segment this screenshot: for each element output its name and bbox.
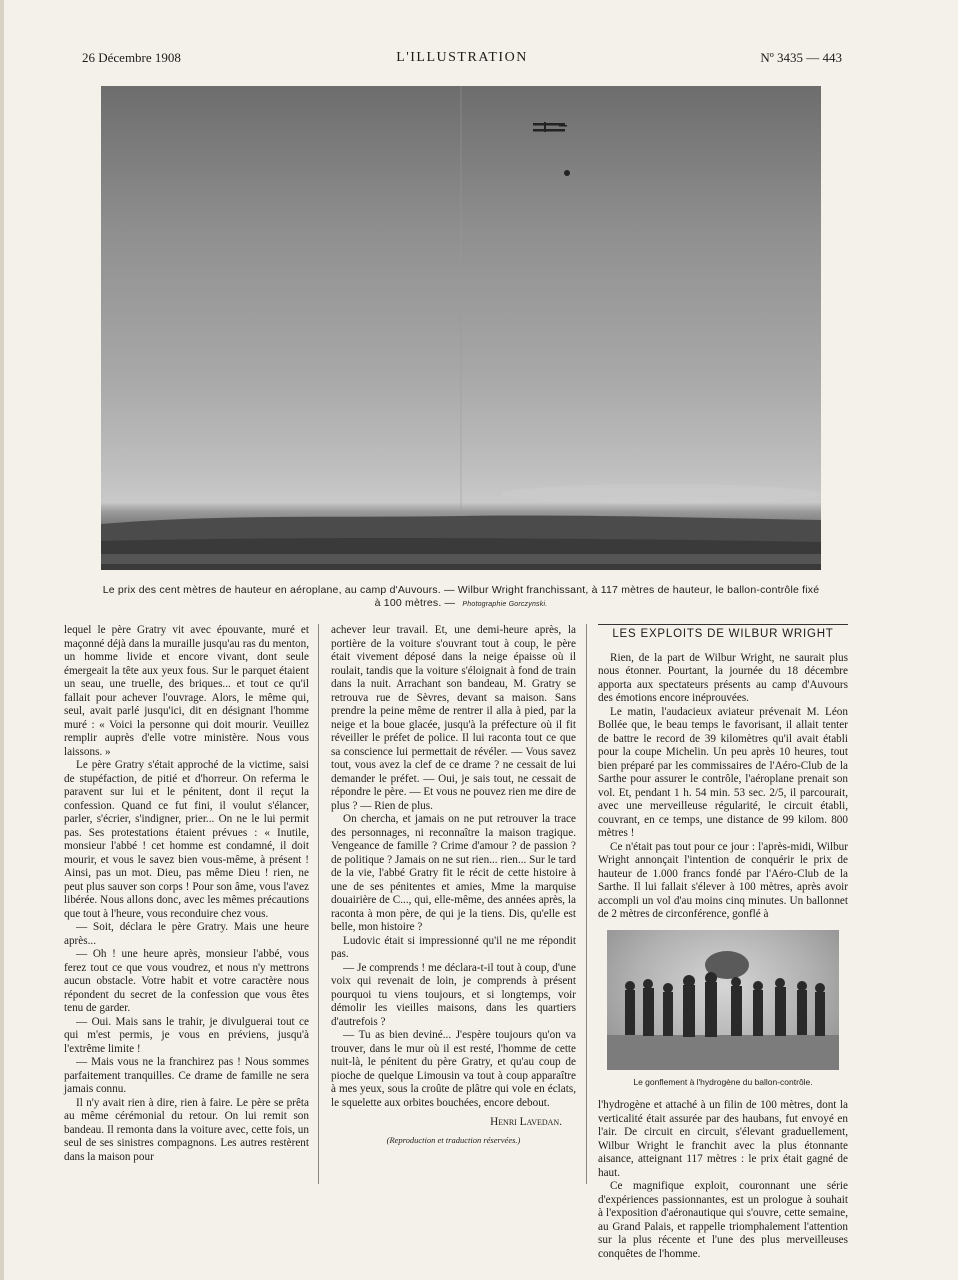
paragraph: — Oui. Mais sans le trahir, je divulguerai tout ce qui m'est permis, je vous en préviens, jusqu'à l'extrême limite ! [64,1015,309,1055]
biplane-figure [533,122,567,132]
publication-title: L'ILLUSTRATION [396,50,528,65]
page-edge [0,0,4,1280]
article-title: LES EXPLOITS DE WILBUR WRIGHT [598,624,848,642]
paragraph: Ludovic était si impressionné qu'il ne me répondit pas. [331,934,576,960]
paragraph: On chercha, et jamais on ne put retrouver la trace des personnages, ni reconnaître la maison tragique. Vengeance de famille ? Crime d'amour ? de passion ? de politique ? Jamais on ne sut rien... rien... Sur le tard de la vie, l'abbé Gratry fit le récit de cette histoire à une de ses pénitentes et amies, Mme la marquise douairière de C..., qui, elle-même, des années après, la raconta à mon père, de qui je la tiens. Dis, qu'elle est belle, mon histoire ? [331,813,576,933]
paragraph: — Tu as bien deviné... J'espère toujours qu'on va trouver, dans le mur où il est resté, l'homme de cette nuit-là, le pénitent du père Gratry, et qu'au coup de pioche de quelque Limousin va tout à coup apparaître à mes yeux, sous la croûte de plâtre qui vole en éclats, le squelette aux orbites bouchées, encore debout. [331,1029,576,1109]
paragraph: Le père Gratry s'était approché de la victime, saisi de stupéfaction, de pitié et d'horreur. On referma le paravent sur lui et le pénitent, dont il reçut la confession. Quand ce fut fini, il voulut s'élancer, parler, s'écrier, s'indigner, prier... On ne le lui permit pas. Ses protestations étaient prévues : « Inutile, monsieur l'abbé ! cet homme est condamné, il doit mourir, et vous le savez bien vous-même, à présent ! Ainsi, pas un mot. Dieu, pas même Dieu ! rien, ne peut plus sauver son corps ! Pour son âme, vous l'avez libérée. Nous allons donc, avec les mêmes précautions que tout à l'heure, vous reconduire chez vous. [64,759,309,920]
column-2 [331,624,576,1147]
reproduction-notice: (Reproduction et traduction réservées.) [386,1134,521,1145]
sky-landscape-illustration [101,86,821,570]
paragraph: lequel le père Gratry vit avec épouvante, muré et maçonné déjà dans la muraille jusqu'au ras du menton, un homme livide et encore vivant, dont seule émergeait la tête aux yeux fous. Sur le parquet étaient un seau, une truelle, des briques... et tout ce qu'il fallait pour achever l'ouvrage. Alors, le même qui, seul, avait parlé jusqu'ici, dit en désignant l'homme muré : « Voici la personne qui doit mourir. Veuillez remplir auprès d'elle votre ministère. Nous vous laissons. » [64,624,309,758]
paragraph: — Soit, déclara le père Gratry. Mais une heure après... [64,921,309,947]
main-photo-caption [101,584,821,611]
column-divider [586,624,587,1184]
small-photo-caption: Le gonflement à l'hydrogène du ballon-contrôle. [633,1076,813,1087]
main-photograph [101,86,821,570]
paragraph: Ce magnifique exploit, couronnant une série d'expériences passionnantes, est un prologue à souhait à l'exposition d'aéronautique qui s'ouvre, cette semaine, au Grand Palais, et rappelle triomphalement l'attention sur la plus récente et l'une des plus merveilleuses conquêtes de l'homme. [598,1180,848,1260]
header-date: 26 Décembre 1908 [82,50,181,65]
paragraph: Rien, de la part de Wilbur Wright, ne saurait plus nous étonner. Pourtant, la journée du 18 décembre apporta aux spectateurs présents au camp d'Auvours des émotions encore inéprouvées. [598,651,848,704]
column-divider [318,624,319,1184]
paragraph: Ce n'était pas tout pour ce jour : l'après-midi, Wilbur Wright annonçait l'intention de conquérir le prix de hauteur de 1.000 francs fondé par l'Aéro-Club de la Sarthe. Il lui fallait s'élever à 100 mètres, après avoir accompli un vol d'au moins cinq minutes. Un ballonnet de 2 mètres de circonférence, gonflé à [598,840,848,920]
paragraph: achever leur travail. Et, une demi-heure après, la portière de la voiture s'ouvrant tout à coup, le père était vivement déposé dans la neige épaisse où il roulait, tandis que la voiture s'éloignait à fond de train dans la nuit. Arrachant son bandeau, M. Gratry se retrouva rue de Sèvres, devant sa maison. Sans prendre la peine même de rentrer il alla à pied, par la neige et la boue glacée, jusqu'à la préfecture où il fit réveiller le préfet de police. Il lui raconta tout ce que sa conscience lui permettait de révéler. — Vous savez tout, vous avez la clef de ce drame ? ne cessait de lui demander le préfet. — Oui, je sais tout, ne cessait de répondre le père. — Et vous ne pouvez rien me dire de plus ? — Rien de plus. [331,624,576,812]
paragraph: l'hydrogène et attaché à un filin de 100 mètres, dont la verticalité était assurée par des haubans, fut envoyé en l'air. De circuit en circuit, s'élevant graduellement, Wilbur Wright le franchit avec la plus étonnante aisance, atteignant 117 mètres : le prix était gagné de haut. [598,1099,848,1179]
issue-number: Nº 3435 — 443 [760,50,842,65]
control-balloon [564,170,570,176]
author-signature: Henri Lavedan. [490,1116,562,1128]
column-3 [598,624,848,1261]
paragraph: — Oh ! une heure après, monsieur l'abbé, vous ferez tout ce que vous voudrez, et nous n'y mettrons aucun obstacle. Votre habit et votre caractère nous répondent du secret de la confession que vous êtes tenu de garder. [64,948,309,1014]
balloon-inflation-photograph [607,930,839,1070]
page-header [82,50,842,70]
paragraph: Il n'y avait rien à dire, rien à faire. Le père se prêta au même cérémonial du retour. On lui remit son bandeau. Il remonta dans la voiture avec, cette fois, un seul de ses sinistres compagnons. Les autres restèrent dans la maison pour [64,1096,309,1163]
crowd-illustration [607,930,839,1070]
column-1 [64,624,309,1164]
paragraph: — Mais vous ne la franchirez pas ! Nous sommes parfaitement tranquilles. Ce drame de famille ne sera jamais connu. [64,1056,309,1095]
paragraph: Le matin, l'audacieux aviateur prévenait M. Léon Bollée que, le beau temps le favorisant, il allait tenter de battre le record de 39 kilomètres qu'il avait établi pour la coupe Michelin. Un peu après 10 heures, tout bien préparé par les commissaires de l'Aéro-Club de la Sarthe pour assurer le contrôle, l'aéroplane prenait son vol. Et, pendant 1 h. 54 min. 53 sec. 2/5, il parcourait, avec une merveilleuse régularité, le circuit établi, couvrant, en ce temps, une distance de 99 kilom. 800 mètres ! [598,705,848,839]
paragraph: — Je comprends ! me déclara-t-il tout à coup, d'une voix qui revenait de loin, je comprends à présent pourquoi tu viens toujours, et si longtemps, voir démolir les vieilles maisons, dans les quartiers d'autrefois ? [331,961,576,1028]
photo-credit: Photographie Gorczynski. [462,601,548,608]
caption-text: Le prix des cent mètres de hauteur en aéroplane, au camp d'Auvours. — Wilbur Wright franchissant, à 117 mètres de hauteur, le ballon-contrôle fixé à 100 mètres. — [102,584,820,609]
